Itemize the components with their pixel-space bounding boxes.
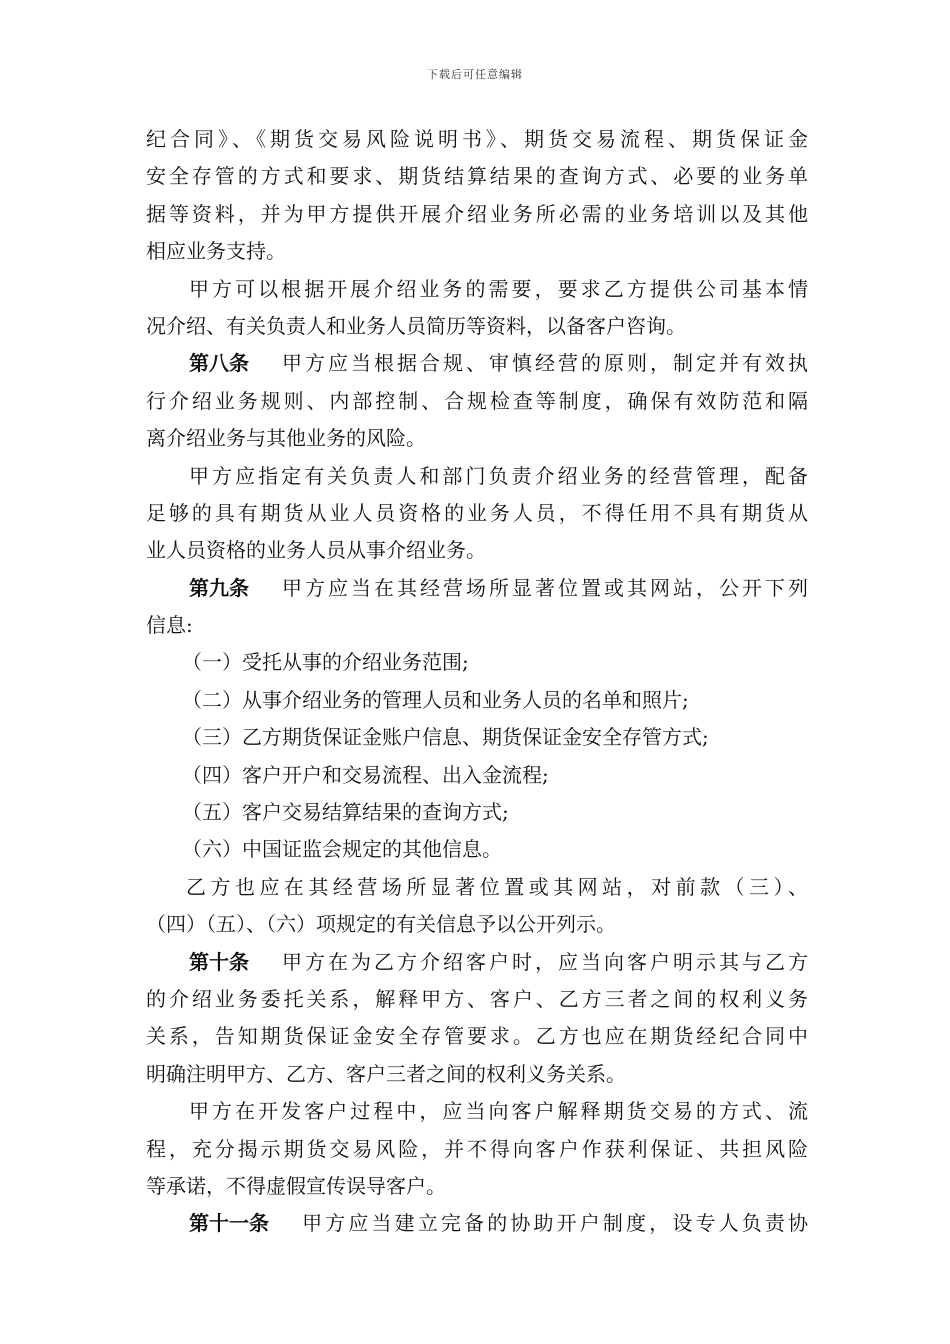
text-line: 相应业务支持。 — [146, 239, 286, 264]
page-header-note: 下载后可任意编辑 — [427, 68, 523, 81]
text-line: （四）（五）、（六）项规定的有关信息予以公开列示。 — [146, 912, 616, 937]
text-line: 安全存管的方式和要求、期货结算结果的查询方式、必要的业务单 — [146, 164, 808, 189]
text-line: 关系，告知期货保证金安全存管要求。乙方也应在期货经纪合同中 — [146, 1024, 808, 1049]
list-item: （四）客户开户和交易流程、出入金流程; — [182, 762, 549, 787]
text-line: 行介绍业务规则、内部控制、合规检查等制度，确保有效防范和隔 — [146, 388, 808, 413]
text-span: 甲方应当在其经营场所显著位置或其网站，公开下列 — [279, 575, 808, 600]
text-line: 离介绍业务与其他业务的风险。 — [146, 426, 426, 451]
article-heading-9: 第九条 — [189, 575, 249, 600]
text-line: 的介绍业务委托关系，解释甲方、客户、乙方三者之间的权利义务 — [146, 986, 808, 1011]
text-line: 甲方在开发客户过程中，应当向客户解释期货交易的方式、流 — [189, 1099, 808, 1124]
article-heading-11: 第十一条 — [189, 1211, 269, 1236]
article-line — [146, 345, 808, 382]
document-body — [146, 121, 808, 1243]
article-heading-8: 第八条 — [189, 351, 249, 376]
list-item: （二）从事介绍业务的管理人员和业务人员的名单和照片; — [182, 687, 689, 712]
text-line: 业人员资格的业务人员从事介绍业务。 — [146, 538, 486, 563]
text-line: 等承诺，不得虚假宣传误导客户。 — [146, 1173, 446, 1198]
list-item: （三）乙方期货保证金账户信息、期货保证金安全存管方式; — [182, 725, 709, 750]
article-line — [146, 1205, 808, 1242]
text-line: 程，充分揭示期货交易风险，并不得向客户作获利保证、共担风险 — [146, 1136, 808, 1161]
text-line: 乙方也应在其经营场所显著位置或其网站，对前款（三）、 — [186, 874, 808, 899]
list-item: （六）中国证监会规定的其他信息。 — [182, 837, 502, 862]
text-line: 况介绍、有关负责人和业务人员简历等资料，以备客户咨询。 — [146, 313, 686, 338]
text-line: 明确注明甲方、乙方、客户三者之间的权利义务关系。 — [146, 1061, 626, 1086]
text-span: 甲方在为乙方介绍客户时，应当向客户明示其与乙方 — [279, 949, 808, 974]
text-span: 甲方应当建立完备的协助开户制度，设专人负责协 — [299, 1211, 808, 1236]
list-item: （一）受托从事的介绍业务范围; — [182, 650, 469, 675]
text-line: 据等资料，并为甲方提供开展介绍业务所必需的业务培训以及其他 — [146, 201, 808, 226]
text-line: 甲方可以根据开展介绍业务的需要，要求乙方提供公司基本情 — [189, 276, 808, 301]
text-line: 甲方应指定有关负责人和部门负责介绍业务的经营管理，配备 — [189, 463, 808, 488]
text-line: 信息: — [146, 613, 193, 638]
article-heading-10: 第十条 — [189, 949, 249, 974]
article-line — [146, 944, 808, 981]
text-line: 足够的具有期货从业人员资格的业务人员，不得任用不具有期货从 — [146, 500, 808, 525]
text-line: 纪合同》、《期货交易风险说明书》、期货交易流程、期货保证金 — [146, 127, 808, 151]
text-span: 甲方应当根据合规、审慎经营的原则，制定并有效执 — [279, 351, 808, 376]
article-line — [146, 570, 808, 607]
list-item: （五）客户交易结算结果的查询方式; — [182, 800, 509, 825]
